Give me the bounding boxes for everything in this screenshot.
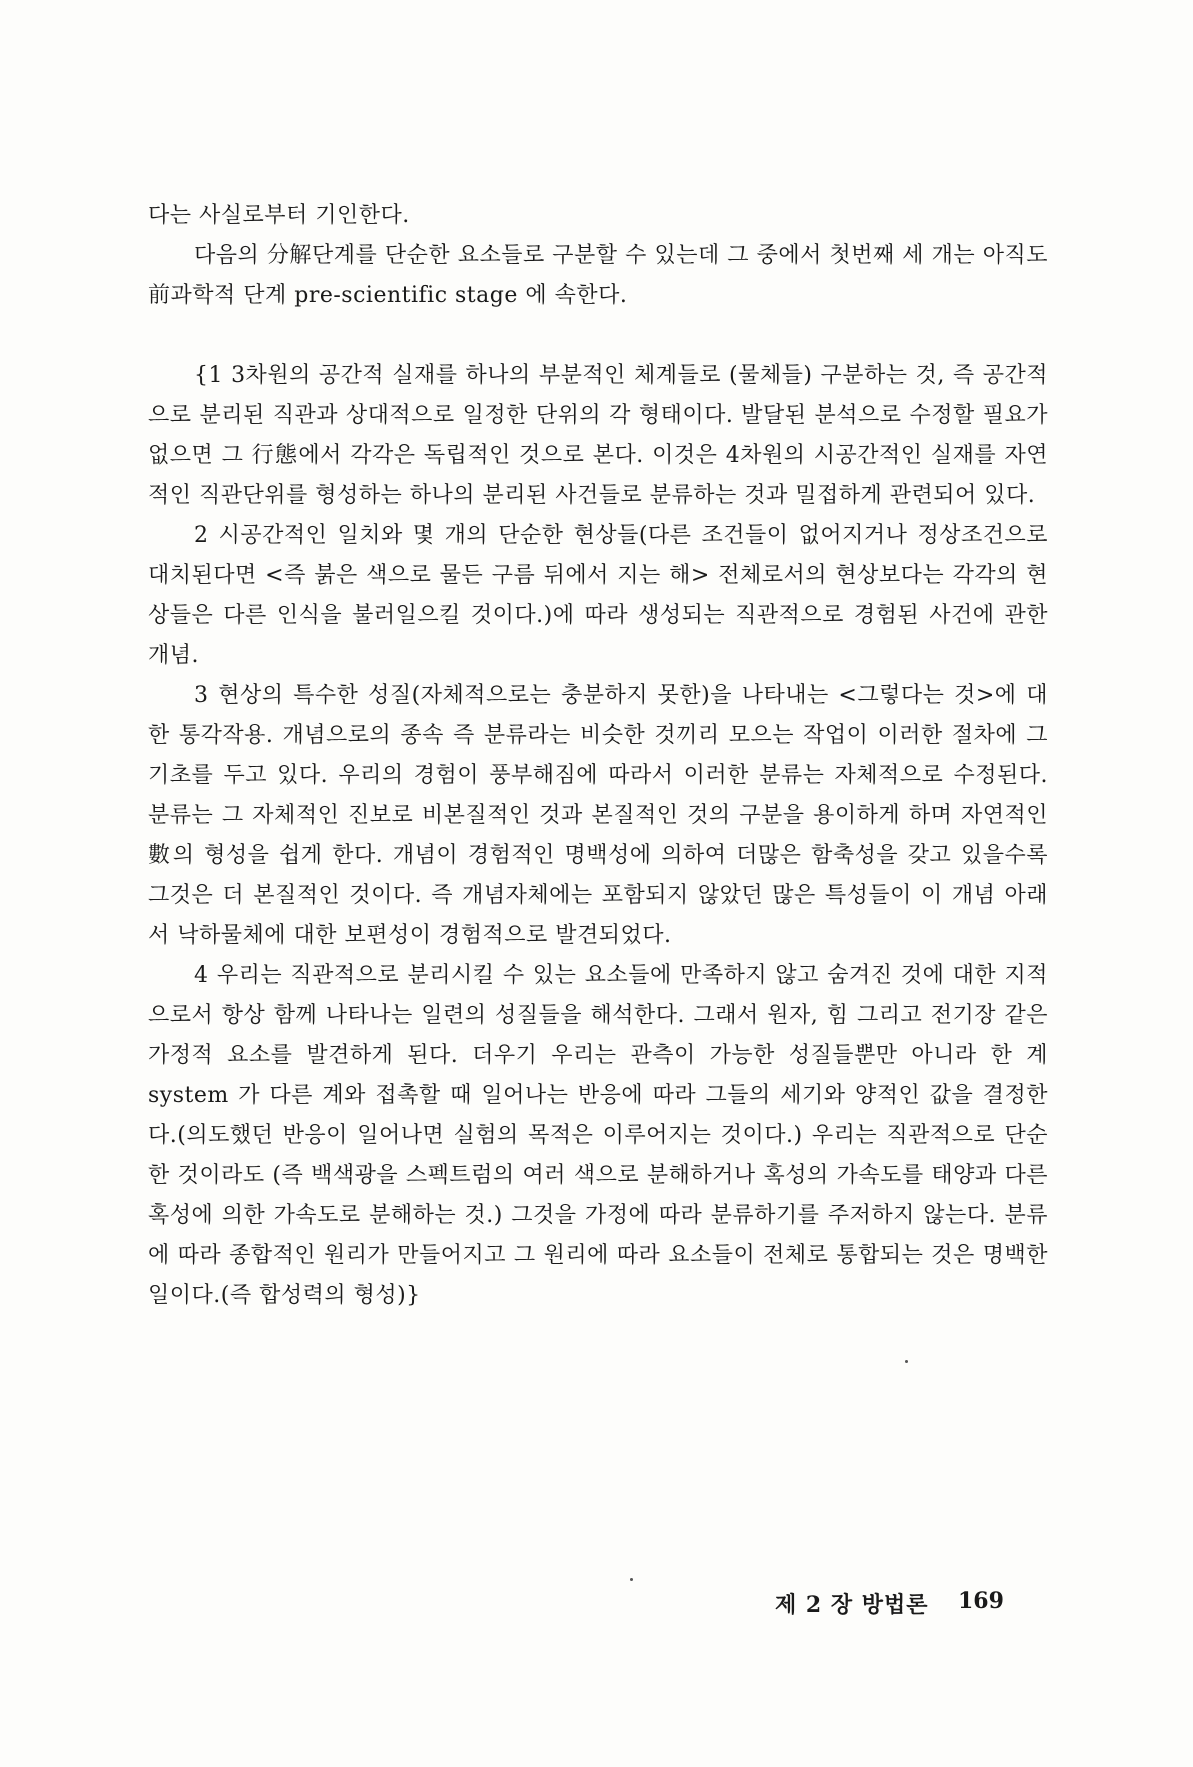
paragraph-item-2: 2 시공간적인 일치와 몇 개의 단순한 현상들(다른 조건들이 없어지거나 정상조건으로 대치된다면 <즉 붉은 색으로 물든 구름 뒤에서 지는 해> 전체로서의 현상보다는 각각의 현상들은 다른 인식을 불러일으킬 것이다.)에 따라 생성되는 직관적으로 경험된 사건에 관한 개념. <box>148 523 1048 668</box>
paragraph-gap <box>148 316 1048 356</box>
paragraph-item-3: 3 현상의 특수한 성질(자체적으로는 충분하지 못한)을 나타내는 <그렇다는 것>에 대한 통각작용. 개념으로의 종속 즉 분류라는 비슷한 것끼리 모으는 작업이 이러한 절차에 그 기초를 두고 있다. 우리의 경험이 풍부해짐에 따라서 이러한 분류는 자체적으로 수정된다. 분류는 그 자체적인 진보로 비본질적인 것과 본질적인 것의 구분을 용이하게 하며 자연적인 數의 형성을 쉽게 한다. 개념이 경험적인 명백성에 의하여 더많은 함축성을 갖고 있을수록 그것은 더 본질적인 것이다. 즉 개념자체에는 포함되지 않았던 많은 특성들이 이 개념 아래서 낙하물체에 대한 보편성이 경험적으로 발견되었다. <box>148 683 1048 948</box>
chapter-title: 제 2 장 방법론 <box>775 1592 929 1618</box>
page-body <box>148 196 1048 1316</box>
paragraph-intro: 다음의 分解단계를 단순한 요소들로 구분할 수 있는데 그 중에서 첫번째 세 개는 아직도 前과학적 단계 pre-scientific stage 에 속한다. <box>148 243 1048 308</box>
scan-speck <box>905 1360 908 1363</box>
scan-speck <box>630 1578 633 1581</box>
page-number: 169 <box>958 1588 1004 1614</box>
paragraph-continuation: 다는 사실로부터 기인한다. <box>148 203 410 228</box>
paragraph-item-4: 4 우리는 직관적으로 분리시킬 수 있는 요소들에 만족하지 않고 숨겨진 것에 대한 지적으로서 항상 함께 나타나는 일련의 성질들을 해석한다. 그래서 원자, 힘 그리고 전기장 같은 가정적 요소를 발견하게 된다. 더우기 우리는 관측이 가능한 성질들뿐만 아니라 한 계 system 가 다른 계와 접촉할 때 일어나는 반응에 따라 그들의 세기와 양적인 값을 결정한다.(의도했던 반응이 일어나면 실험의 목적은 이루어지는 것이다.) 우리는 직관적으로 단순한 것이라도 (즉 백색광을 스펙트럼의 여러 색으로 분해하거나 혹성의 가속도를 태양과 다른 혹성에 의한 가속도로 분해하는 것.) 그것을 가정에 따라 분류하기를 주저하지 않는다. 분류에 따라 종합적인 원리가 만들어지고 그 원리에 따라 요소들이 전체로 통합되는 것은 명백한 일이다.(즉 합성력의 형성)} <box>148 963 1048 1308</box>
paragraph-item-1: {1 3차원의 공간적 실재를 하나의 부분적인 체계들로 (물체들) 구분하는 것, 즉 공간적으로 분리된 직관과 상대적으로 일정한 단위의 각 형태이다. 발달된 분석으로 수정할 필요가 없으면 그 行態에서 각각은 독립적인 것으로 본다. 이것은 4차원의 시공간적인 실재를 자연적인 직관단위를 형성하는 하나의 분리된 사건들로 분류하는 것과 밀접하게 관련되어 있다. <box>148 363 1048 508</box>
page-footer <box>0 1588 1193 1628</box>
